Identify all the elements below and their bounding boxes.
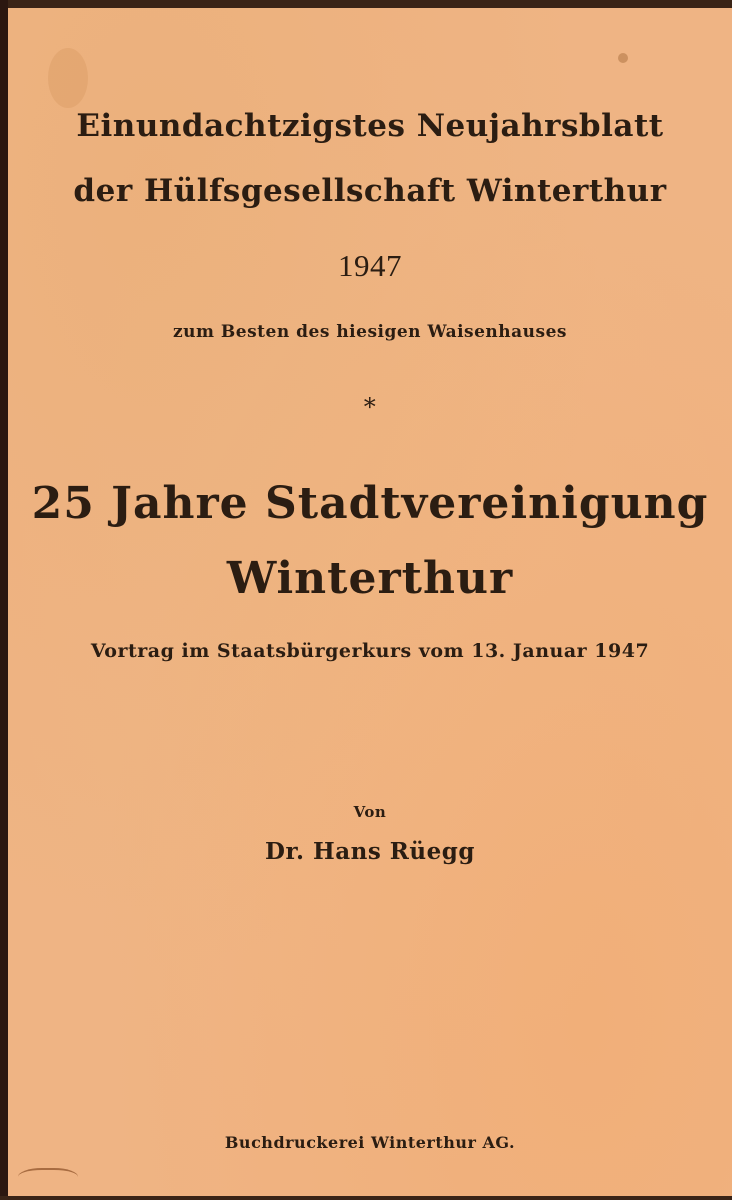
page-bottom-edge [0,1196,732,1200]
page-top-edge [0,0,732,8]
paper-crease [18,1168,78,1190]
printer-imprint: Buchdruckerei Winterthur AG. [224,1133,516,1152]
by-label: Von [353,803,387,821]
paper-stain [48,48,88,108]
author-name: Dr. Hans Rüegg [265,838,475,865]
document-page [8,8,732,1196]
asterisk-ornament: * [363,393,377,421]
series-title-line-1: Einundachtzigstes Neujahrsblatt [76,108,664,144]
publication-year: 1947 [338,248,402,283]
series-title-line-2: der Hülfsgesellschaft Winterthur [73,173,667,209]
dedication-line: zum Besten des hiesigen Waisenhauses [173,322,567,342]
main-title-line-1: 25 Jahre Stadtvereinigung [31,478,709,529]
page-left-edge [0,0,8,1200]
paper-spot [618,53,628,63]
subtitle: Vortrag im Staatsbürgerkurs vom 13. Januar 1947 [90,640,650,662]
main-title-line-2: Winterthur [226,553,514,604]
